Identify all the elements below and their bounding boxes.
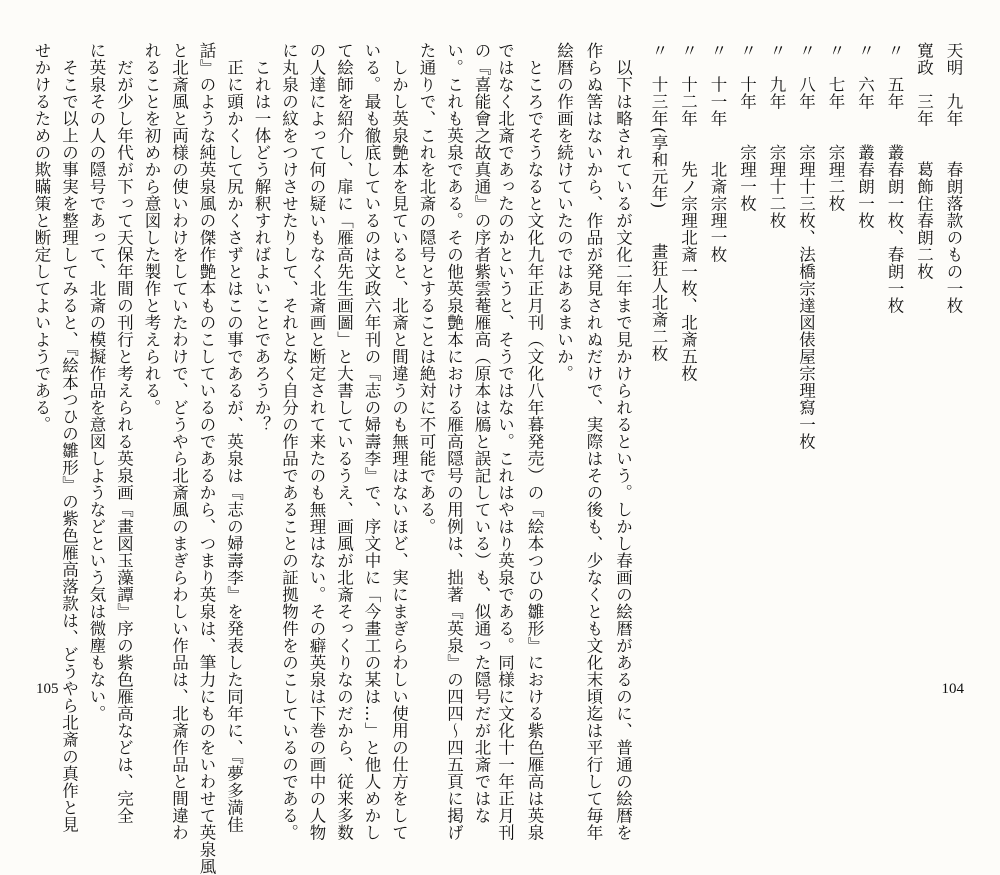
list-line: 〃 九年 宗理十二枚 [767, 42, 786, 229]
body-line: て絵師を紹介し、扉に「雁高先生画圖」と大書しているうえ、画風が北斎そっくりなのだから、従来多数 [334, 42, 354, 841]
body-line: これは一体どう解釈すればよいことであろうか？ [252, 42, 271, 433]
body-line: だが少し年代が下って天保年間の刊行と考えられる英泉画『畫図玉藻譚』序の紫色雁高などは、完全 [114, 42, 134, 824]
body-line: の人達によって何の疑いもなく北斎画と断定されて来たのも無理はない。その癖英泉は下巻の画中の人物 [307, 42, 326, 841]
body-line: ではなく北斎であったのかというと、そうではない。これはやはり英泉である。同様に文化十一年正月刊 [495, 42, 515, 841]
body-line: に英泉その人の隠号であって、北斎の模擬作品を意図しようなどという気は微塵もない。 [87, 42, 106, 722]
body-line: れることを初めから意図した製作と考えられる。 [142, 42, 161, 416]
body-line: 作らぬ筈はないから、作品が発見されぬだけで、実際はその後も、少なくとも文化末頃迄は平行して毎年 [584, 42, 603, 841]
list-line: 天明 九年 春朗落款のもの一枚 [944, 42, 963, 314]
body-line: 話』のような純英泉風の傑作艶本ものこしているのであるから、つまり英泉は、筆力にものをいわせて英泉風 [197, 42, 216, 875]
body-line: 正に頭かくして尻かくさずとはこの事であるが、英泉は『志の婦壽李』を発表した同年に、『夢多満佳 [224, 42, 244, 833]
list-line: 〃 八年 宗理十三枚、法橋宗達図俵屋宗理寫一枚 [796, 42, 816, 450]
list-line: 〃 七年 宗理二枚 [826, 42, 845, 212]
list-line: 〃 六年 叢春朗一枚 [855, 42, 875, 229]
list-line: 〃 十年 宗理一枚 [737, 42, 757, 212]
list-line: 〃 十一年 北斎宗理一枚 [708, 42, 727, 263]
body-line: と北斎風と両様の使いわけをしていたわけで、どうやら北斎風のまぎらわしい作品は、北斎作品と間違わ [169, 42, 189, 841]
body-line: せかけるための欺瞞策と断定してよいようである。 [32, 42, 51, 433]
body-line: ところでそうなると文化九年正月刊（文化八年暮発売）の『絵本つひの雛形』における紫色雁高は英泉 [525, 42, 544, 841]
body-line: に丸泉の紋をつけさせたりして、それとなく自分の作品であることの証拠物件をのこしているのである。 [279, 42, 299, 841]
list-line: 〃 十三年(享和元年) 畫狂人北斎二枚 [649, 42, 668, 362]
body-line: 絵暦の作画を続けていたのではあるまいか。 [554, 42, 574, 382]
body-line: た通りで、これを北斎の隠号とすることは絶対に不可能である。 [417, 42, 436, 535]
body-line: 以下は略されているが文化二年まで見かけられるという。しかし春画の絵暦があるのに、普通の絵暦を [613, 42, 633, 841]
page-number-right: 104 [941, 681, 964, 697]
body-line: の『喜能會之故真通』の序者紫雲菴雁高（原本は鴈と誤記している）も、似通った隠号だが北斎ではな [472, 42, 491, 824]
body-line: いる。最も徹底しているのは文政六年刊の『志の婦壽李』で、序文中に「今畫工の某は…」と他人めかし [362, 42, 381, 841]
body-line: い。これも英泉である。その他英泉艶本における雁高隠号の用例は、拙著『英泉』の四四～四五頁に掲げ [444, 42, 464, 841]
page-number-left: 105 [36, 681, 59, 697]
list-line: 〃 十二年 先ノ宗理北斎一枚、北斎五枚 [678, 42, 698, 382]
list-line: 〃 五年 叢春朗一枚、春朗一枚 [885, 42, 904, 314]
body-line: そこで以上の事実を整理してみると、『絵本つひの雛形』の紫色雁高落款は、どうやら北斎の真作と見 [59, 42, 79, 833]
list-line: 寛政 三年 葛飾住春朗二枚 [914, 42, 934, 280]
body-line: しかし英泉艶本を見ていると、北斎と間違うのも無理はないほど、実にまぎらわしい使用の仕方をして [389, 42, 409, 841]
